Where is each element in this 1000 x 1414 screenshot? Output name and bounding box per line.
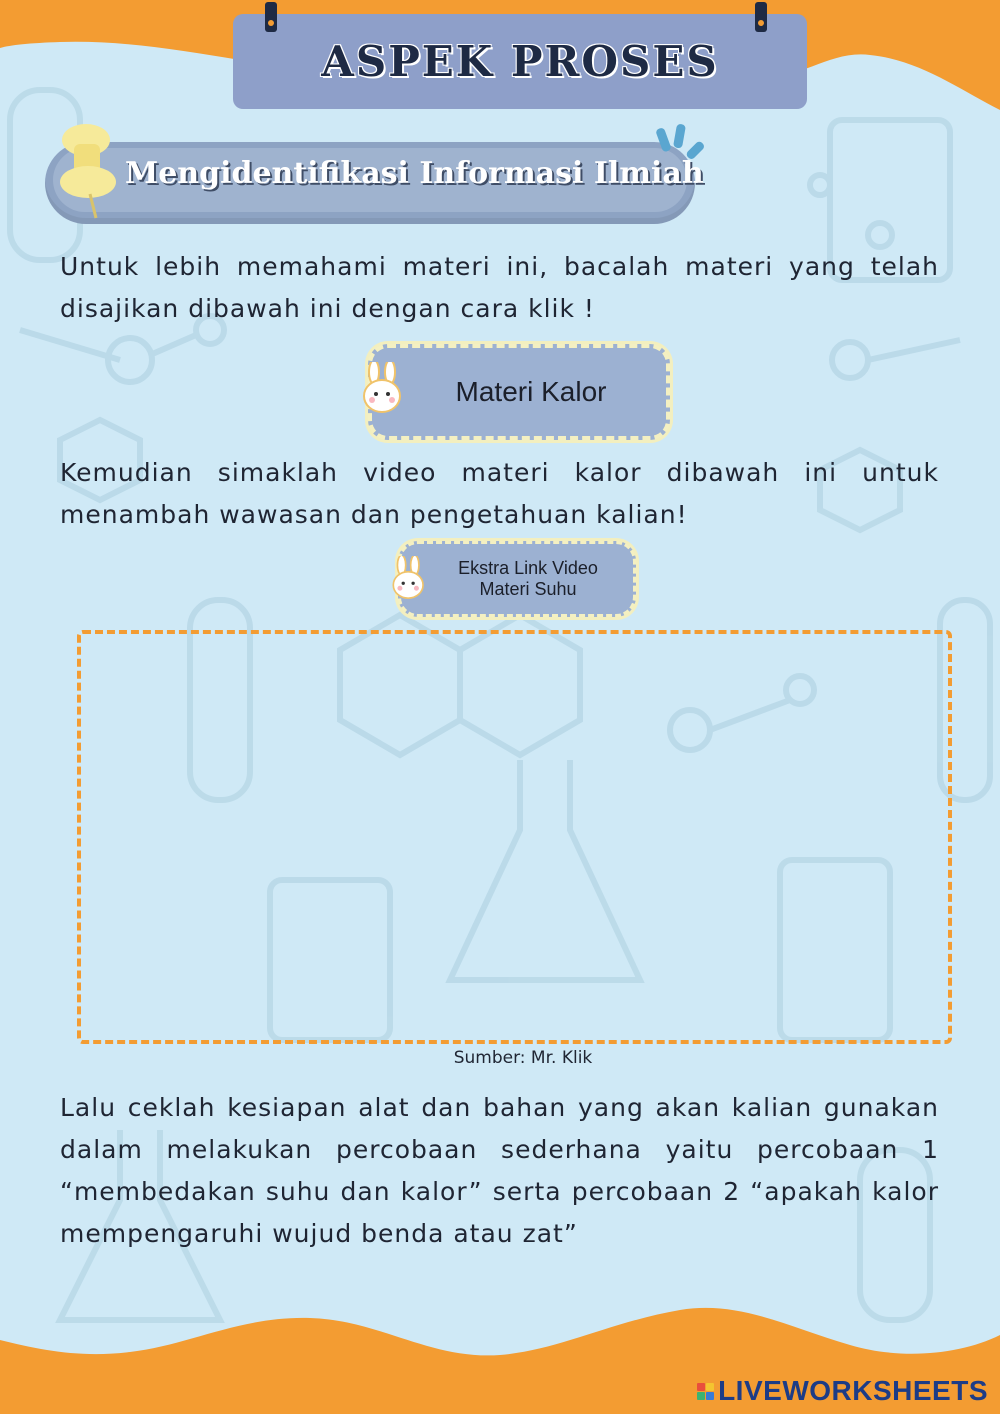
section-banner — [45, 142, 704, 224]
video-source-caption: Sumber: Mr. Klik — [453, 1048, 593, 1068]
checklist-paragraph: Lalu ceklah kesiapan alat dan bahan yang akan kalian gunakan dalam melakukan percobaan sederhana yaitu percobaan 1 “membedakan suhu dan kalor” serta percobaan 2 “apakah kalor mempengaruhi wujud benda atau zat” — [60, 1093, 939, 1248]
brand-name: LIVEWORKSHEETS — [718, 1375, 988, 1406]
bunny-icon — [360, 362, 406, 418]
section-title: Mengidentifikasi Informasi Ilmiah — [125, 156, 704, 191]
bunny-icon — [390, 556, 428, 604]
liveworksheets-brand[interactable] — [697, 1375, 988, 1407]
push-pin-icon — [56, 122, 126, 222]
brand-grid-icon — [697, 1383, 714, 1400]
splash-icon — [655, 122, 715, 172]
materi-kalor-button[interactable] — [368, 344, 670, 440]
title-board — [233, 14, 807, 109]
intro-paragraph: Untuk lebih memahami materi ini, bacalah materi yang telah disajikan dibawah ini dengan cara klik ! — [60, 252, 939, 323]
hanger-left-icon — [265, 2, 277, 32]
ekstra-video-button[interactable] — [398, 541, 636, 617]
ekstra-video-label: Ekstra Link Video Materi Suhu — [458, 558, 598, 599]
page-title: ASPEK PROSES — [321, 37, 719, 86]
materi-kalor-label: Materi Kalor — [455, 376, 607, 407]
video-embed-frame[interactable] — [77, 630, 952, 1044]
hanger-right-icon — [755, 2, 767, 32]
video-intro-paragraph: Kemudian simaklah video materi kalor dibawah ini untuk menambah wawasan dan pengetahuan kalian! — [60, 458, 939, 529]
